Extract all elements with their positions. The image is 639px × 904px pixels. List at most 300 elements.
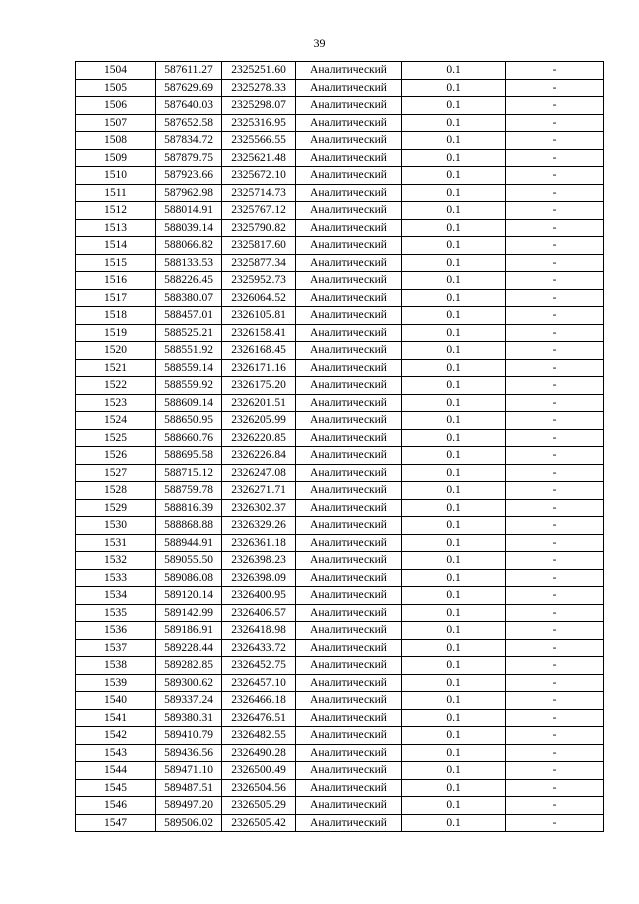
method-cell: Аналитический xyxy=(296,552,402,570)
note-cell: - xyxy=(506,237,604,255)
method-cell: Аналитический xyxy=(296,289,402,307)
table-row xyxy=(76,62,604,80)
method-cell: Аналитический xyxy=(296,674,402,692)
y-coordinate-cell: 2326168.45 xyxy=(222,342,296,360)
accuracy-cell: 0.1 xyxy=(402,797,506,815)
accuracy-cell: 0.1 xyxy=(402,814,506,832)
method-cell: Аналитический xyxy=(296,517,402,535)
method-cell: Аналитический xyxy=(296,62,402,80)
x-coordinate-cell: 587962.98 xyxy=(156,184,222,202)
note-cell: - xyxy=(506,674,604,692)
method-cell: Аналитический xyxy=(296,149,402,167)
y-coordinate-cell: 2326482.55 xyxy=(222,727,296,745)
point-number-cell: 1508 xyxy=(76,132,156,150)
method-cell: Аналитический xyxy=(296,167,402,185)
y-coordinate-cell: 2326505.42 xyxy=(222,814,296,832)
table-row xyxy=(76,604,604,622)
method-cell: Аналитический xyxy=(296,639,402,657)
note-cell: - xyxy=(506,289,604,307)
point-number-cell: 1535 xyxy=(76,604,156,622)
accuracy-cell: 0.1 xyxy=(402,517,506,535)
table-row xyxy=(76,412,604,430)
note-cell: - xyxy=(506,744,604,762)
note-cell: - xyxy=(506,132,604,150)
accuracy-cell: 0.1 xyxy=(402,149,506,167)
x-coordinate-cell: 588014.91 xyxy=(156,202,222,220)
table-row xyxy=(76,499,604,517)
y-coordinate-cell: 2326220.85 xyxy=(222,429,296,447)
y-coordinate-cell: 2326466.18 xyxy=(222,692,296,710)
point-number-cell: 1512 xyxy=(76,202,156,220)
point-number-cell: 1526 xyxy=(76,447,156,465)
accuracy-cell: 0.1 xyxy=(402,377,506,395)
accuracy-cell: 0.1 xyxy=(402,114,506,132)
coordinates-table xyxy=(75,61,604,832)
y-coordinate-cell: 2326452.75 xyxy=(222,657,296,675)
x-coordinate-cell: 588695.58 xyxy=(156,447,222,465)
point-number-cell: 1539 xyxy=(76,674,156,692)
y-coordinate-cell: 2326271.71 xyxy=(222,482,296,500)
method-cell: Аналитический xyxy=(296,622,402,640)
x-coordinate-cell: 588133.53 xyxy=(156,254,222,272)
method-cell: Аналитический xyxy=(296,464,402,482)
y-coordinate-cell: 2325714.73 xyxy=(222,184,296,202)
table-row xyxy=(76,674,604,692)
table-row xyxy=(76,272,604,290)
note-cell: - xyxy=(506,779,604,797)
x-coordinate-cell: 588457.01 xyxy=(156,307,222,325)
note-cell: - xyxy=(506,184,604,202)
x-coordinate-cell: 588650.95 xyxy=(156,412,222,430)
point-number-cell: 1524 xyxy=(76,412,156,430)
method-cell: Аналитический xyxy=(296,342,402,360)
y-coordinate-cell: 2326064.52 xyxy=(222,289,296,307)
x-coordinate-cell: 588759.78 xyxy=(156,482,222,500)
table-row xyxy=(76,709,604,727)
y-coordinate-cell: 2325316.95 xyxy=(222,114,296,132)
method-cell: Аналитический xyxy=(296,779,402,797)
note-cell: - xyxy=(506,429,604,447)
table-row xyxy=(76,184,604,202)
y-coordinate-cell: 2326302.37 xyxy=(222,499,296,517)
point-number-cell: 1528 xyxy=(76,482,156,500)
point-number-cell: 1547 xyxy=(76,814,156,832)
point-number-cell: 1537 xyxy=(76,639,156,657)
y-coordinate-cell: 2326247.08 xyxy=(222,464,296,482)
method-cell: Аналитический xyxy=(296,254,402,272)
accuracy-cell: 0.1 xyxy=(402,692,506,710)
y-coordinate-cell: 2325621.48 xyxy=(222,149,296,167)
x-coordinate-cell: 587652.58 xyxy=(156,114,222,132)
method-cell: Аналитический xyxy=(296,587,402,605)
method-cell: Аналитический xyxy=(296,219,402,237)
accuracy-cell: 0.1 xyxy=(402,79,506,97)
x-coordinate-cell: 589120.14 xyxy=(156,587,222,605)
point-number-cell: 1516 xyxy=(76,272,156,290)
note-cell: - xyxy=(506,79,604,97)
accuracy-cell: 0.1 xyxy=(402,184,506,202)
accuracy-cell: 0.1 xyxy=(402,202,506,220)
accuracy-cell: 0.1 xyxy=(402,62,506,80)
method-cell: Аналитический xyxy=(296,534,402,552)
method-cell: Аналитический xyxy=(296,744,402,762)
note-cell: - xyxy=(506,324,604,342)
note-cell: - xyxy=(506,359,604,377)
x-coordinate-cell: 588868.88 xyxy=(156,517,222,535)
table-row xyxy=(76,657,604,675)
accuracy-cell: 0.1 xyxy=(402,657,506,675)
table-row xyxy=(76,149,604,167)
accuracy-cell: 0.1 xyxy=(402,622,506,640)
table-row xyxy=(76,324,604,342)
x-coordinate-cell: 588551.92 xyxy=(156,342,222,360)
point-number-cell: 1522 xyxy=(76,377,156,395)
note-cell: - xyxy=(506,814,604,832)
y-coordinate-cell: 2325790.82 xyxy=(222,219,296,237)
accuracy-cell: 0.1 xyxy=(402,779,506,797)
method-cell: Аналитический xyxy=(296,394,402,412)
y-coordinate-cell: 2326205.99 xyxy=(222,412,296,430)
x-coordinate-cell: 588660.76 xyxy=(156,429,222,447)
point-number-cell: 1507 xyxy=(76,114,156,132)
table-row xyxy=(76,359,604,377)
y-coordinate-cell: 2326158.41 xyxy=(222,324,296,342)
x-coordinate-cell: 587879.75 xyxy=(156,149,222,167)
table-row xyxy=(76,254,604,272)
accuracy-cell: 0.1 xyxy=(402,394,506,412)
x-coordinate-cell: 588039.14 xyxy=(156,219,222,237)
note-cell: - xyxy=(506,762,604,780)
point-number-cell: 1519 xyxy=(76,324,156,342)
method-cell: Аналитический xyxy=(296,499,402,517)
table-row xyxy=(76,202,604,220)
point-number-cell: 1511 xyxy=(76,184,156,202)
table-row xyxy=(76,569,604,587)
point-number-cell: 1527 xyxy=(76,464,156,482)
y-coordinate-cell: 2326398.09 xyxy=(222,569,296,587)
method-cell: Аналитический xyxy=(296,324,402,342)
table-row xyxy=(76,97,604,115)
note-cell: - xyxy=(506,464,604,482)
x-coordinate-cell: 588380.07 xyxy=(156,289,222,307)
table-row xyxy=(76,552,604,570)
table-row xyxy=(76,744,604,762)
table-row xyxy=(76,307,604,325)
note-cell: - xyxy=(506,114,604,132)
note-cell: - xyxy=(506,254,604,272)
y-coordinate-cell: 2326329.26 xyxy=(222,517,296,535)
x-coordinate-cell: 589186.91 xyxy=(156,622,222,640)
y-coordinate-cell: 2326457.10 xyxy=(222,674,296,692)
note-cell: - xyxy=(506,552,604,570)
point-number-cell: 1506 xyxy=(76,97,156,115)
method-cell: Аналитический xyxy=(296,797,402,815)
point-number-cell: 1534 xyxy=(76,587,156,605)
y-coordinate-cell: 2326171.16 xyxy=(222,359,296,377)
point-number-cell: 1542 xyxy=(76,727,156,745)
point-number-cell: 1518 xyxy=(76,307,156,325)
accuracy-cell: 0.1 xyxy=(402,744,506,762)
note-cell: - xyxy=(506,692,604,710)
point-number-cell: 1546 xyxy=(76,797,156,815)
point-number-cell: 1529 xyxy=(76,499,156,517)
table-row xyxy=(76,762,604,780)
table-row xyxy=(76,797,604,815)
accuracy-cell: 0.1 xyxy=(402,412,506,430)
x-coordinate-cell: 588559.14 xyxy=(156,359,222,377)
table-row xyxy=(76,342,604,360)
method-cell: Аналитический xyxy=(296,237,402,255)
accuracy-cell: 0.1 xyxy=(402,237,506,255)
note-cell: - xyxy=(506,62,604,80)
table-row xyxy=(76,779,604,797)
point-number-cell: 1531 xyxy=(76,534,156,552)
method-cell: Аналитический xyxy=(296,709,402,727)
table-row xyxy=(76,394,604,412)
method-cell: Аналитический xyxy=(296,657,402,675)
x-coordinate-cell: 588226.45 xyxy=(156,272,222,290)
note-cell: - xyxy=(506,569,604,587)
point-number-cell: 1533 xyxy=(76,569,156,587)
y-coordinate-cell: 2326201.51 xyxy=(222,394,296,412)
note-cell: - xyxy=(506,272,604,290)
x-coordinate-cell: 587834.72 xyxy=(156,132,222,150)
method-cell: Аналитический xyxy=(296,359,402,377)
x-coordinate-cell: 588066.82 xyxy=(156,237,222,255)
accuracy-cell: 0.1 xyxy=(402,639,506,657)
table-row xyxy=(76,692,604,710)
table-row xyxy=(76,622,604,640)
accuracy-cell: 0.1 xyxy=(402,674,506,692)
y-coordinate-cell: 2326175.20 xyxy=(222,377,296,395)
note-cell: - xyxy=(506,482,604,500)
y-coordinate-cell: 2326418.98 xyxy=(222,622,296,640)
method-cell: Аналитический xyxy=(296,132,402,150)
y-coordinate-cell: 2325251.60 xyxy=(222,62,296,80)
table-row xyxy=(76,517,604,535)
method-cell: Аналитический xyxy=(296,97,402,115)
y-coordinate-cell: 2325952.73 xyxy=(222,272,296,290)
note-cell: - xyxy=(506,394,604,412)
point-number-cell: 1510 xyxy=(76,167,156,185)
x-coordinate-cell: 589487.51 xyxy=(156,779,222,797)
accuracy-cell: 0.1 xyxy=(402,482,506,500)
y-coordinate-cell: 2325278.33 xyxy=(222,79,296,97)
point-number-cell: 1520 xyxy=(76,342,156,360)
y-coordinate-cell: 2326500.49 xyxy=(222,762,296,780)
method-cell: Аналитический xyxy=(296,814,402,832)
table-row xyxy=(76,534,604,552)
point-number-cell: 1536 xyxy=(76,622,156,640)
note-cell: - xyxy=(506,342,604,360)
table-row xyxy=(76,219,604,237)
table-body xyxy=(76,62,604,832)
x-coordinate-cell: 587923.66 xyxy=(156,167,222,185)
x-coordinate-cell: 587611.27 xyxy=(156,62,222,80)
note-cell: - xyxy=(506,534,604,552)
x-coordinate-cell: 589142.99 xyxy=(156,604,222,622)
table-row xyxy=(76,114,604,132)
point-number-cell: 1543 xyxy=(76,744,156,762)
point-number-cell: 1504 xyxy=(76,62,156,80)
point-number-cell: 1530 xyxy=(76,517,156,535)
point-number-cell: 1545 xyxy=(76,779,156,797)
accuracy-cell: 0.1 xyxy=(402,727,506,745)
x-coordinate-cell: 589506.02 xyxy=(156,814,222,832)
x-coordinate-cell: 589337.24 xyxy=(156,692,222,710)
x-coordinate-cell: 588559.92 xyxy=(156,377,222,395)
y-coordinate-cell: 2326400.95 xyxy=(222,587,296,605)
note-cell: - xyxy=(506,412,604,430)
note-cell: - xyxy=(506,377,604,395)
note-cell: - xyxy=(506,727,604,745)
method-cell: Аналитический xyxy=(296,447,402,465)
accuracy-cell: 0.1 xyxy=(402,464,506,482)
note-cell: - xyxy=(506,604,604,622)
point-number-cell: 1538 xyxy=(76,657,156,675)
method-cell: Аналитический xyxy=(296,762,402,780)
point-number-cell: 1541 xyxy=(76,709,156,727)
x-coordinate-cell: 588816.39 xyxy=(156,499,222,517)
y-coordinate-cell: 2326433.72 xyxy=(222,639,296,657)
y-coordinate-cell: 2325672.10 xyxy=(222,167,296,185)
accuracy-cell: 0.1 xyxy=(402,324,506,342)
y-coordinate-cell: 2326105.81 xyxy=(222,307,296,325)
x-coordinate-cell: 587640.03 xyxy=(156,97,222,115)
accuracy-cell: 0.1 xyxy=(402,167,506,185)
accuracy-cell: 0.1 xyxy=(402,569,506,587)
accuracy-cell: 0.1 xyxy=(402,219,506,237)
accuracy-cell: 0.1 xyxy=(402,447,506,465)
page-number: 39 xyxy=(313,36,326,50)
note-cell: - xyxy=(506,517,604,535)
x-coordinate-cell: 589497.20 xyxy=(156,797,222,815)
method-cell: Аналитический xyxy=(296,429,402,447)
point-number-cell: 1513 xyxy=(76,219,156,237)
x-coordinate-cell: 588944.91 xyxy=(156,534,222,552)
note-cell: - xyxy=(506,622,604,640)
table-row xyxy=(76,587,604,605)
table-row xyxy=(76,447,604,465)
table-row xyxy=(76,482,604,500)
note-cell: - xyxy=(506,587,604,605)
point-number-cell: 1515 xyxy=(76,254,156,272)
method-cell: Аналитический xyxy=(296,307,402,325)
table-row xyxy=(76,814,604,832)
x-coordinate-cell: 587629.69 xyxy=(156,79,222,97)
x-coordinate-cell: 589380.31 xyxy=(156,709,222,727)
y-coordinate-cell: 2326361.18 xyxy=(222,534,296,552)
method-cell: Аналитический xyxy=(296,377,402,395)
y-coordinate-cell: 2326226.84 xyxy=(222,447,296,465)
table-row xyxy=(76,639,604,657)
note-cell: - xyxy=(506,149,604,167)
method-cell: Аналитический xyxy=(296,604,402,622)
y-coordinate-cell: 2325298.07 xyxy=(222,97,296,115)
y-coordinate-cell: 2326406.57 xyxy=(222,604,296,622)
method-cell: Аналитический xyxy=(296,727,402,745)
point-number-cell: 1509 xyxy=(76,149,156,167)
accuracy-cell: 0.1 xyxy=(402,552,506,570)
x-coordinate-cell: 589410.79 xyxy=(156,727,222,745)
accuracy-cell: 0.1 xyxy=(402,272,506,290)
accuracy-cell: 0.1 xyxy=(402,254,506,272)
method-cell: Аналитический xyxy=(296,482,402,500)
point-number-cell: 1521 xyxy=(76,359,156,377)
method-cell: Аналитический xyxy=(296,692,402,710)
note-cell: - xyxy=(506,167,604,185)
note-cell: - xyxy=(506,97,604,115)
x-coordinate-cell: 589436.56 xyxy=(156,744,222,762)
method-cell: Аналитический xyxy=(296,202,402,220)
note-cell: - xyxy=(506,709,604,727)
y-coordinate-cell: 2326398.23 xyxy=(222,552,296,570)
method-cell: Аналитический xyxy=(296,114,402,132)
table-row xyxy=(76,79,604,97)
table-row xyxy=(76,167,604,185)
y-coordinate-cell: 2325566.55 xyxy=(222,132,296,150)
table-row xyxy=(76,237,604,255)
x-coordinate-cell: 589300.62 xyxy=(156,674,222,692)
y-coordinate-cell: 2325877.34 xyxy=(222,254,296,272)
method-cell: Аналитический xyxy=(296,79,402,97)
note-cell: - xyxy=(506,202,604,220)
point-number-cell: 1540 xyxy=(76,692,156,710)
accuracy-cell: 0.1 xyxy=(402,342,506,360)
accuracy-cell: 0.1 xyxy=(402,499,506,517)
method-cell: Аналитический xyxy=(296,412,402,430)
x-coordinate-cell: 588715.12 xyxy=(156,464,222,482)
accuracy-cell: 0.1 xyxy=(402,359,506,377)
table-row xyxy=(76,429,604,447)
point-number-cell: 1514 xyxy=(76,237,156,255)
method-cell: Аналитический xyxy=(296,272,402,290)
point-number-cell: 1505 xyxy=(76,79,156,97)
y-coordinate-cell: 2326505.29 xyxy=(222,797,296,815)
table-row xyxy=(76,132,604,150)
accuracy-cell: 0.1 xyxy=(402,429,506,447)
accuracy-cell: 0.1 xyxy=(402,307,506,325)
point-number-cell: 1525 xyxy=(76,429,156,447)
y-coordinate-cell: 2326490.28 xyxy=(222,744,296,762)
point-number-cell: 1523 xyxy=(76,394,156,412)
note-cell: - xyxy=(506,447,604,465)
accuracy-cell: 0.1 xyxy=(402,132,506,150)
x-coordinate-cell: 589228.44 xyxy=(156,639,222,657)
table-row xyxy=(76,377,604,395)
x-coordinate-cell: 588609.14 xyxy=(156,394,222,412)
method-cell: Аналитический xyxy=(296,569,402,587)
note-cell: - xyxy=(506,219,604,237)
point-number-cell: 1532 xyxy=(76,552,156,570)
point-number-cell: 1517 xyxy=(76,289,156,307)
x-coordinate-cell: 589282.85 xyxy=(156,657,222,675)
accuracy-cell: 0.1 xyxy=(402,587,506,605)
accuracy-cell: 0.1 xyxy=(402,534,506,552)
y-coordinate-cell: 2325767.12 xyxy=(222,202,296,220)
table-row xyxy=(76,464,604,482)
accuracy-cell: 0.1 xyxy=(402,289,506,307)
accuracy-cell: 0.1 xyxy=(402,762,506,780)
x-coordinate-cell: 589471.10 xyxy=(156,762,222,780)
note-cell: - xyxy=(506,657,604,675)
note-cell: - xyxy=(506,499,604,517)
y-coordinate-cell: 2325817.60 xyxy=(222,237,296,255)
note-cell: - xyxy=(506,307,604,325)
accuracy-cell: 0.1 xyxy=(402,604,506,622)
table-row xyxy=(76,727,604,745)
x-coordinate-cell: 589055.50 xyxy=(156,552,222,570)
